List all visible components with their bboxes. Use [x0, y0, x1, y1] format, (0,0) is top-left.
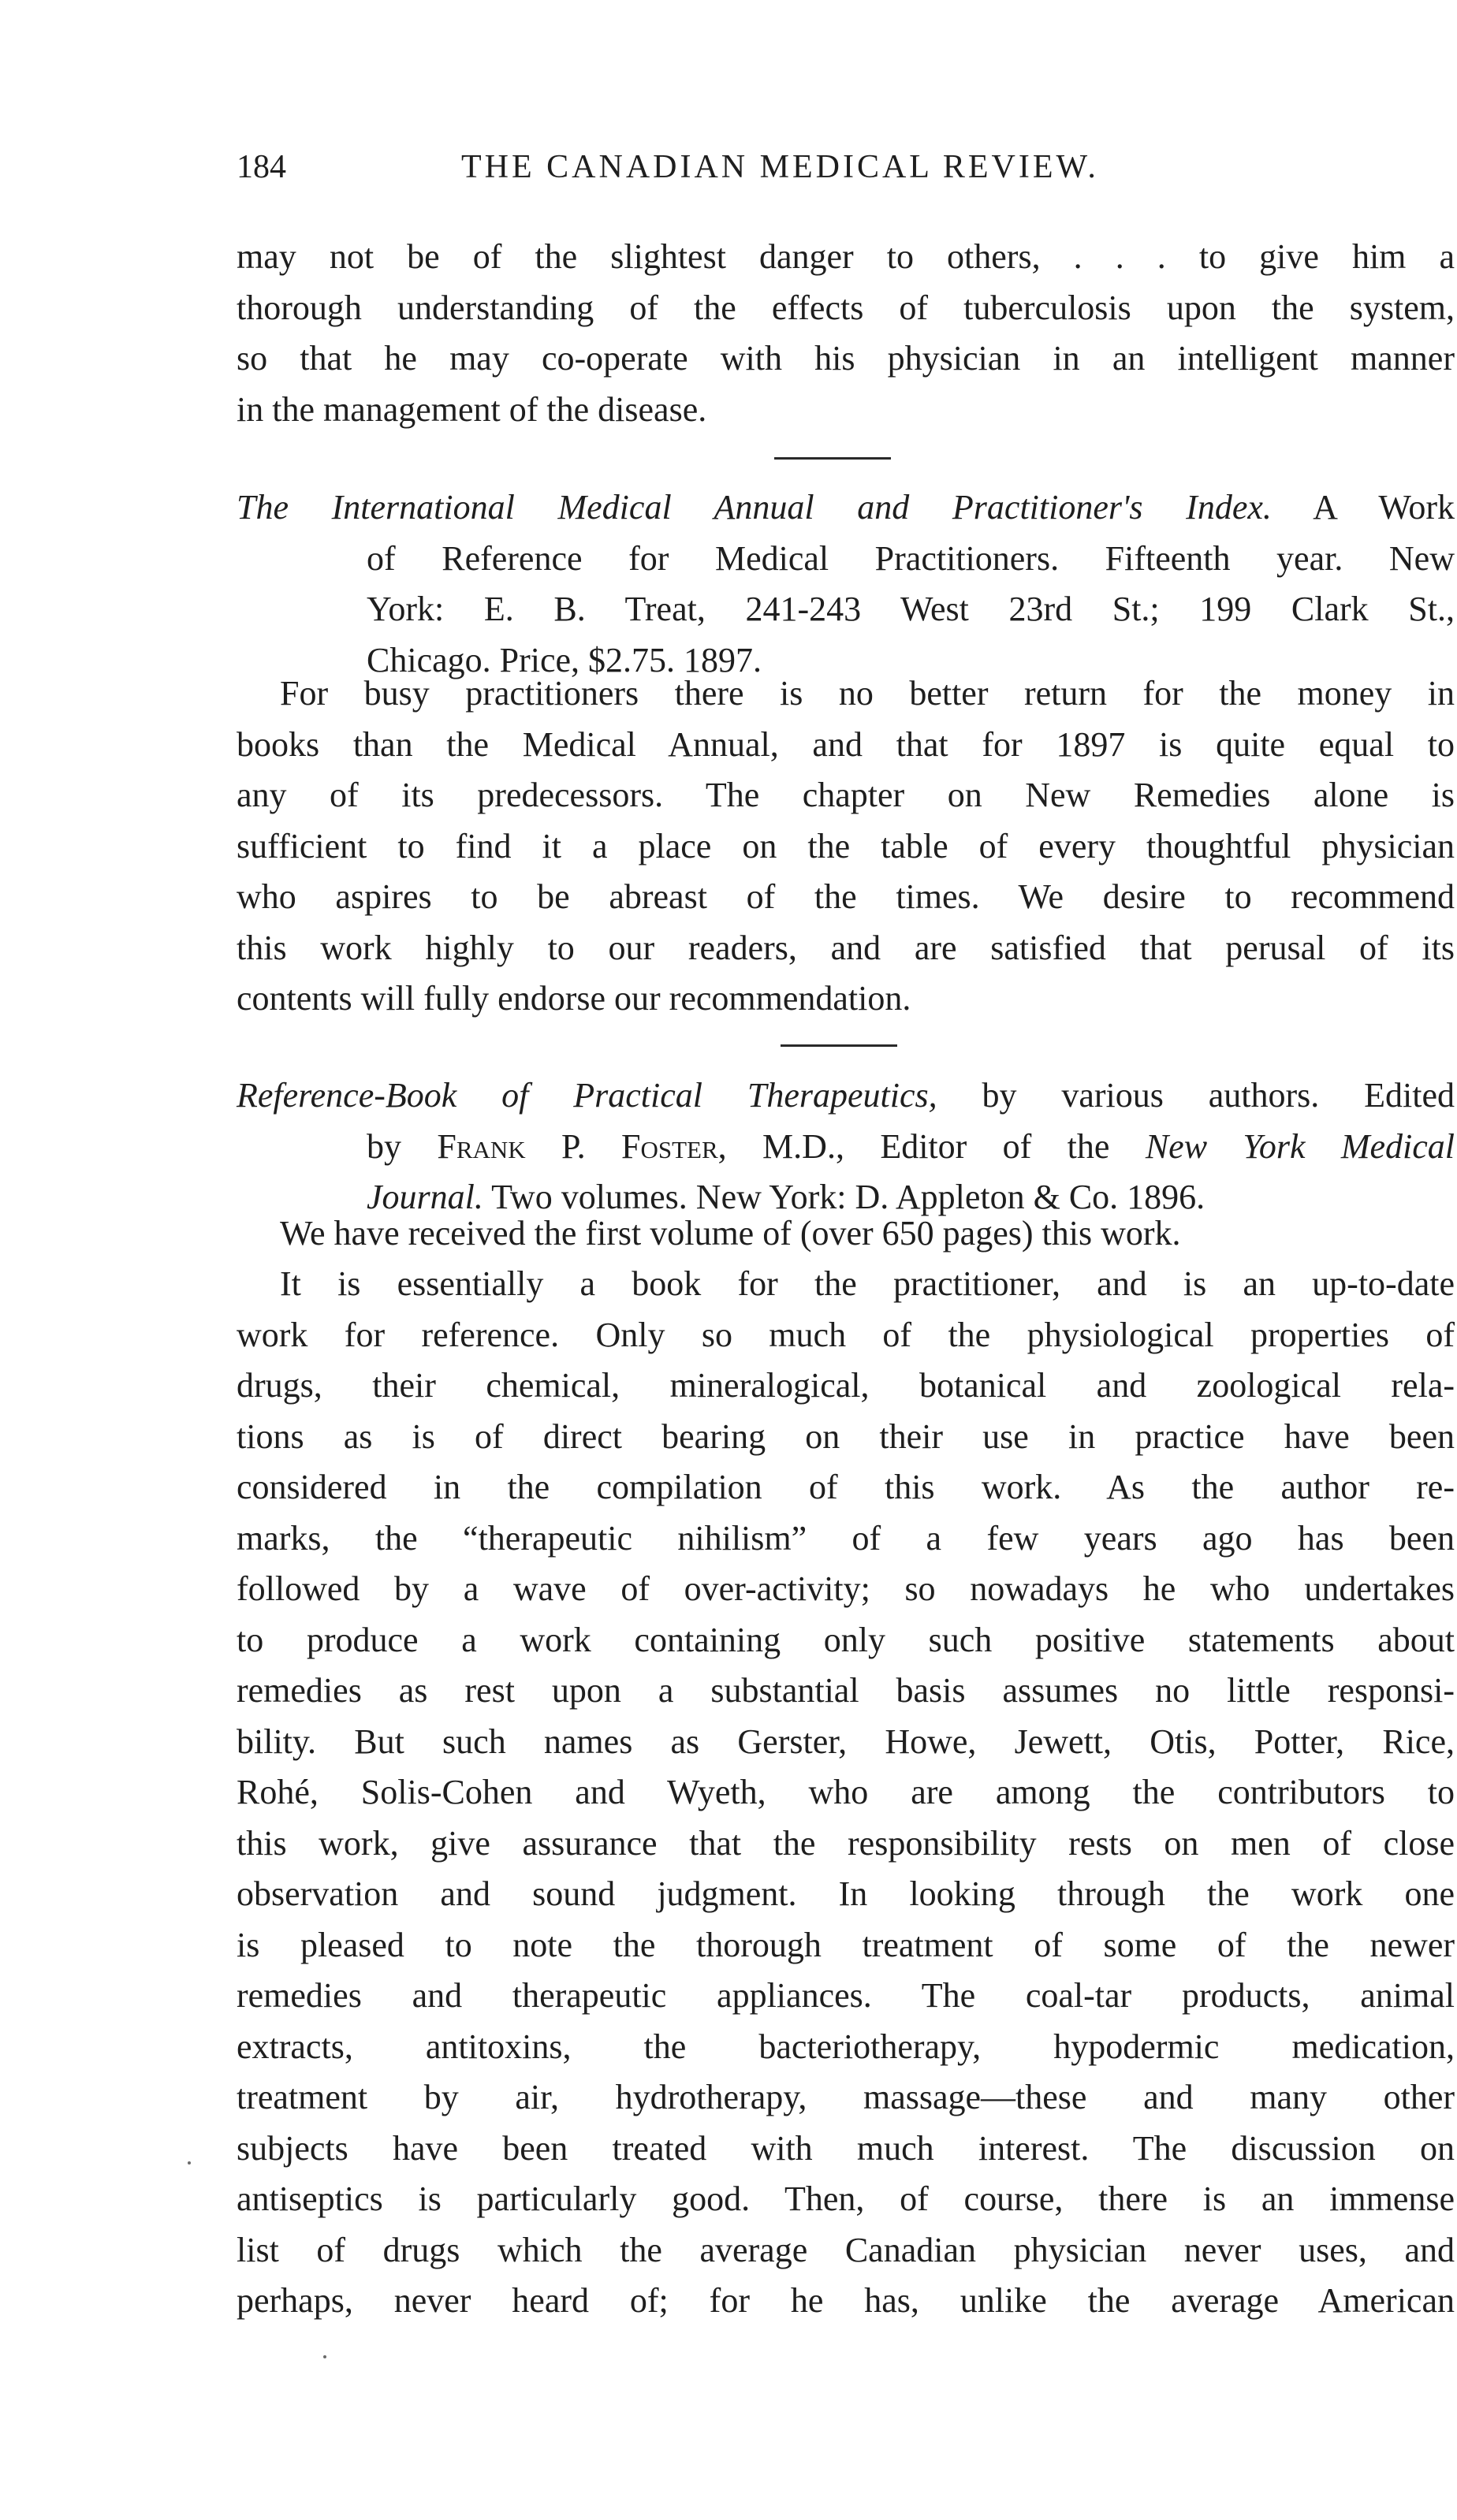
paragraph-line: is pleased to note the thorough treatment of some of the newer — [237, 1925, 1455, 1964]
review-2-body — [237, 1259, 1455, 2327]
journal-name: New York Medical — [1145, 1126, 1455, 1166]
paragraph-line: drugs, their chemical, mineralogical, botanical and zoological rela- — [237, 1366, 1455, 1405]
paragraph-line: marks, the “therapeutic nihilism” of a few years ago has been — [237, 1518, 1455, 1558]
paragraph-line: considered in the compilation of this work. As the author re- — [237, 1468, 1455, 1506]
citation-line: of Reference for Medical Practitioners. Fifteenth year. New — [367, 538, 1455, 578]
paragraph-line: work for reference. Only so much of the physiological properties of — [237, 1315, 1455, 1354]
section-divider — [774, 457, 891, 460]
paragraph-line: observation and sound judgment. In looking through the work one — [237, 1874, 1455, 1913]
paper-speck — [323, 2355, 326, 2358]
paragraph-line: may not be of the slightest danger to others, . . . to give him a — [237, 237, 1455, 276]
continued-paragraph — [237, 232, 1455, 435]
paragraph-line: bility. But such names as Gerster, Howe, Jewett, Otis, Potter, Rice, — [237, 1722, 1455, 1761]
paragraph-line: It is essentially a book for the practitioner, and is an up-to-date — [280, 1264, 1455, 1303]
paragraph-line: perhaps, never heard of; for he has, unlike the average American — [237, 2281, 1455, 2320]
paragraph-line: books than the Medical Annual, and that for 1897 is quite equal to — [237, 724, 1455, 764]
paragraph-line: in the management of the disease. — [237, 389, 707, 429]
citation-text: M.D., Editor of the — [762, 1126, 1110, 1166]
citation-text: by various authors. Edited — [982, 1076, 1455, 1115]
paragraph-line: For busy practitioners there is no better return for the money in — [280, 674, 1455, 713]
review-1-citation — [237, 482, 1455, 686]
citation-line: York: E. B. Treat, 241-243 West 23rd St.; 199 Clark St., — [367, 590, 1455, 628]
review-2-intro — [237, 1208, 1455, 1260]
paragraph-line: contents will fully endorse our recommendation. — [237, 979, 911, 1018]
paragraph-line: list of drugs which the average Canadian physician never uses, and — [237, 2230, 1455, 2269]
paragraph-line: so that he may co-operate with his physician in an intelligent manner — [237, 339, 1455, 378]
review-1-title: The International Medical Annual and Practitioner's Index. — [237, 488, 1272, 527]
review-1-body — [237, 668, 1455, 1025]
citation-line: Chicago. Price, $2.75. 1897. — [367, 640, 762, 679]
review-2-title: Reference-Book of Practical Therapeutics, — [237, 1076, 937, 1115]
editor-name: Frank P. Foster, — [437, 1126, 727, 1166]
paragraph-line: antiseptics is particularly good. Then, of course, there is an immense — [237, 2179, 1455, 2218]
paragraph-line: this work, give assurance that the responsibility rests on men of close — [237, 1823, 1455, 1863]
paragraph-line: subjects have been treated with much interest. The discussion on — [237, 2128, 1455, 2168]
paragraph-line: who aspires to be abreast of the times. We desire to recommend — [237, 877, 1455, 916]
paragraph-line: tions as is of direct bearing on their use in practice have been — [237, 1416, 1455, 1456]
section-divider — [781, 1044, 897, 1047]
paragraph-line: to produce a work containing only such positive statements about — [237, 1620, 1455, 1659]
page — [237, 0, 1455, 2520]
paragraph-line: thorough understanding of the effects of tuberculosis upon the system, — [237, 288, 1455, 327]
paragraph-line: followed by a wave of over-activity; so nowadays he who undertakes — [237, 1569, 1455, 1608]
paragraph-line: extracts, antitoxins, the bacteriotherapy, hypodermic medication, — [237, 2027, 1455, 2066]
paragraph-line: this work highly to our readers, and are satisfied that perusal of its — [237, 928, 1455, 967]
citation-text: by — [367, 1126, 401, 1166]
citation-text: A Work — [1313, 488, 1455, 527]
paragraph-line: Rohé, Solis-Cohen and Wyeth, who are among the contributors to — [237, 1773, 1455, 1811]
journal-name: Journal. — [367, 1178, 483, 1216]
review-2-citation — [237, 1070, 1455, 1223]
paragraph-line: We have received the first volume of (over 650 pages) this work. — [280, 1214, 1181, 1253]
paragraph-line: sufficient to find it a place on the table of every thoughtful physician — [237, 826, 1455, 865]
running-head — [237, 143, 1455, 191]
paper-speck — [188, 2161, 191, 2165]
citation-text: Two volumes. New York: D. Appleton & Co. 1896. — [491, 1178, 1205, 1216]
paragraph-line: any of its predecessors. The chapter on New Remedies alone is — [237, 776, 1455, 814]
page-number: 184 — [237, 149, 286, 185]
paragraph-line: remedies as rest upon a substantial basis assumes no little responsi- — [237, 1671, 1455, 1710]
paragraph-line: remedies and therapeutic appliances. The coal-tar products, animal — [237, 1976, 1455, 2015]
journal-title: THE CANADIAN MEDICAL REVIEW. — [461, 149, 1099, 185]
paragraph-line: treatment by air, hydrotherapy, massage—these and many other — [237, 2078, 1455, 2116]
